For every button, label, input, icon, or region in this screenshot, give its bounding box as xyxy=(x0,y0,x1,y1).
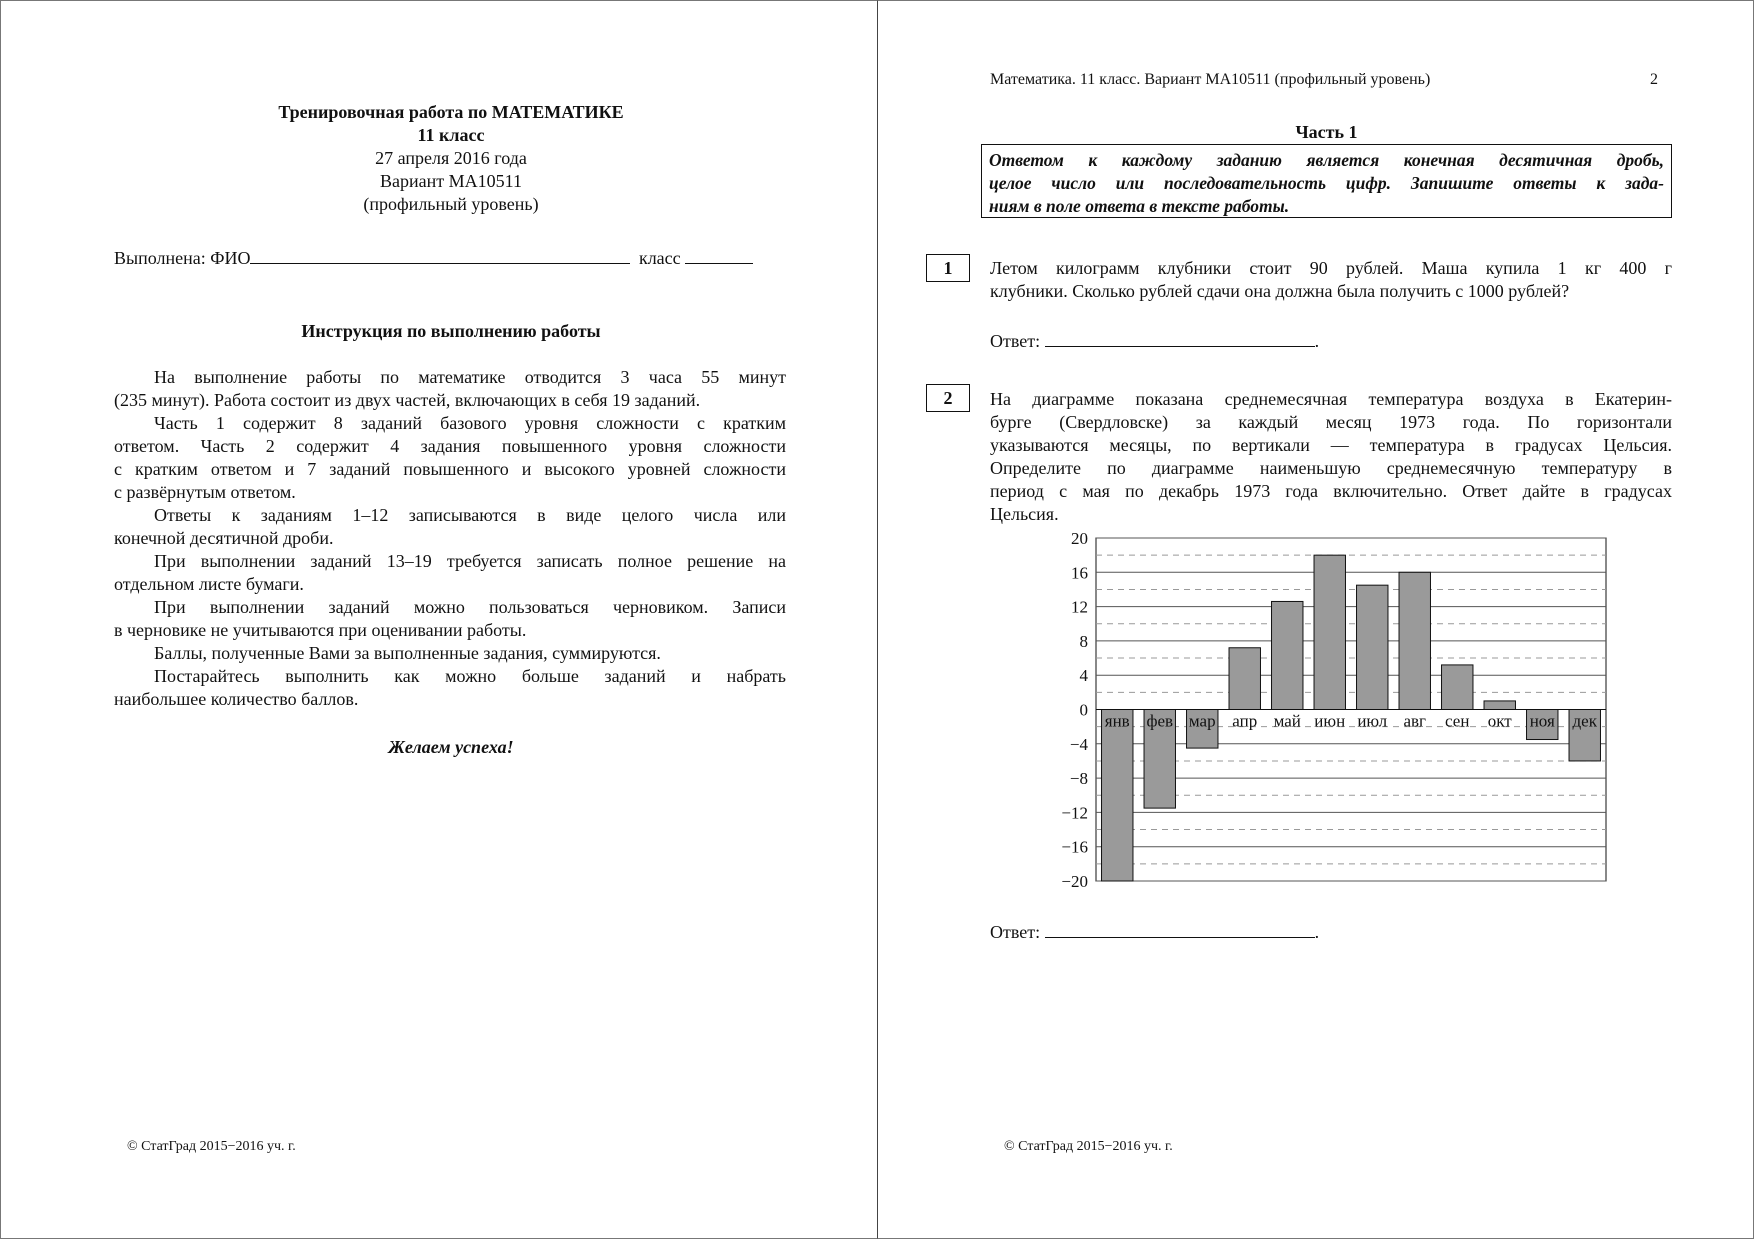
bar-май xyxy=(1272,601,1303,709)
task-2-line: бурге (Свердловске) за каждый месяц 1973 года. По горизонтали xyxy=(990,412,1672,432)
variant-label: Вариант МА10511 xyxy=(380,171,522,191)
instruction-line: ответом. Часть 2 содержит 4 задания повышенного уровня сложности xyxy=(114,436,786,456)
instruction-paragraph xyxy=(114,550,786,596)
y-tick-label: −4 xyxy=(1069,734,1088,754)
page-number: 2 xyxy=(1650,71,1658,88)
temperature-chart xyxy=(878,1,1754,1240)
x-tick-label: июл xyxy=(1357,711,1388,731)
answer-label: Ответ: xyxy=(990,331,1041,351)
y-tick-label: 12 xyxy=(1071,597,1088,617)
bar-июн xyxy=(1314,555,1345,709)
class-label: класс xyxy=(638,248,681,268)
part-instruction-line: ниям в поле ответа в тексте работы. xyxy=(989,196,1290,216)
wish-text: Желаем успеха! xyxy=(388,737,514,757)
right-footer: © СтатГрад 2015−2016 уч. г. xyxy=(1004,1139,1173,1154)
task-2-line: Цельсия. xyxy=(990,504,1059,524)
bar-окт xyxy=(1484,701,1515,710)
instruction-line: Ответы к заданиям 1–12 записываются в виде целого числа или xyxy=(154,505,786,525)
instruction-line: Часть 1 содержит 8 заданий базового уровня сложности с кратким xyxy=(154,413,786,433)
instructions-body xyxy=(114,366,786,711)
task-2-answer-row xyxy=(990,919,1319,944)
instruction-line: отдельном листе бумаги. xyxy=(114,574,304,594)
completed-by-label: Выполнена: ФИО xyxy=(114,248,251,268)
part-title: Часть 1 xyxy=(1295,122,1358,142)
instruction-line: Баллы, полученные Вами за выполненные задания, суммируются. xyxy=(154,643,661,663)
instruction-line: На выполнение работы по математике отводится 3 часа 55 минут xyxy=(154,367,786,387)
task-1-line: клубники. Сколько рублей сдачи она должна была получить с 1000 рублей? xyxy=(990,281,1570,301)
part-instruction-line: Ответом к каждому заданию является конечная десятичная дробь, xyxy=(989,150,1664,170)
x-tick-label: дек xyxy=(1572,711,1597,731)
instruction-line: При выполнении заданий можно пользоваться черновиком. Записи xyxy=(154,597,786,617)
x-tick-label: мар xyxy=(1188,711,1216,731)
x-tick-label: окт xyxy=(1487,711,1512,731)
task-2-line: период с мая по декабрь 1973 года включительно. Ответ дайте в градусах xyxy=(990,481,1672,501)
task-2-answer-field[interactable] xyxy=(1045,919,1315,938)
instructions-heading: Инструкция по выполнению работы xyxy=(301,321,601,341)
bar-сен xyxy=(1442,665,1473,710)
x-tick-label: авг xyxy=(1403,711,1427,731)
x-tick-label: апр xyxy=(1232,711,1258,731)
instruction-line: в черновике не учитываются при оценивании работы. xyxy=(114,620,527,640)
y-tick-label: 20 xyxy=(1071,529,1088,548)
y-tick-label: 16 xyxy=(1071,563,1088,583)
instruction-line: Постарайтесь выполнить как можно больше заданий и набрать xyxy=(154,666,786,686)
y-tick-label: 4 xyxy=(1079,666,1088,686)
instruction-paragraph xyxy=(114,366,786,412)
y-tick-label: 8 xyxy=(1079,631,1088,651)
x-tick-label: сен xyxy=(1445,711,1470,731)
class-field[interactable] xyxy=(685,245,753,264)
task-number-2: 2 xyxy=(926,384,970,412)
bar-июл xyxy=(1357,585,1388,709)
task-number-1: 1 xyxy=(926,254,970,282)
y-tick-label: −16 xyxy=(1061,837,1088,857)
task-1-line: Летом килограмм клубники стоит 90 рублей. Маша купила 1 кг 400 г xyxy=(990,258,1672,278)
instruction-paragraph xyxy=(114,596,786,642)
x-tick-label: янв xyxy=(1104,711,1130,731)
grade-label: 11 класс xyxy=(417,125,485,145)
answer-end: . xyxy=(1314,331,1320,351)
instruction-line: с кратким ответом и 7 заданий повышенного и высокого уровней сложности xyxy=(114,459,786,479)
task-2-line: Определите по диаграмме наименьшую среднемесячную температуру в xyxy=(990,458,1672,478)
y-tick-label: −12 xyxy=(1061,803,1088,823)
instruction-line: (235 минут). Работа состоит из двух частей, включающих в себя 19 заданий. xyxy=(114,390,701,410)
name-field[interactable] xyxy=(250,245,630,264)
instruction-line: с развёрнутым ответом. xyxy=(114,482,296,502)
completed-by-row xyxy=(114,245,794,270)
x-tick-label: фев xyxy=(1146,711,1174,731)
instruction-paragraph xyxy=(114,412,786,504)
y-tick-label: 0 xyxy=(1079,700,1088,720)
instruction-line: конечной десятичной дроби. xyxy=(114,528,334,548)
instruction-line: наибольшее количество баллов. xyxy=(114,689,359,709)
answer-label: Ответ: xyxy=(990,922,1041,942)
x-tick-label: июн xyxy=(1314,711,1346,731)
document-title: Тренировочная работа по МАТЕМАТИКЕ xyxy=(278,102,624,122)
date-label: 27 апреля 2016 года xyxy=(375,148,527,168)
bar-янв xyxy=(1102,710,1133,882)
instruction-line: При выполнении заданий 13–19 требуется записать полное решение на xyxy=(154,551,786,571)
x-tick-label: май xyxy=(1273,711,1301,731)
instruction-paragraph xyxy=(114,665,786,711)
y-tick-label: −8 xyxy=(1069,769,1088,789)
x-tick-label: ноя xyxy=(1529,711,1555,731)
y-tick-label: −20 xyxy=(1061,872,1088,891)
task-2-line: указываются месяцы, по вертикали — температура в градусах Цельсия. xyxy=(990,435,1672,455)
level-label: (профильный уровень) xyxy=(363,194,539,214)
answer-end: . xyxy=(1314,922,1320,942)
instruction-paragraph xyxy=(114,642,786,665)
bar-апр xyxy=(1229,648,1260,710)
instruction-paragraph xyxy=(114,504,786,550)
left-page xyxy=(0,0,877,1239)
right-page xyxy=(877,0,1754,1239)
left-footer: © СтатГрад 2015−2016 уч. г. xyxy=(127,1139,296,1154)
part-instruction-line: целое число или последовательность цифр. Запишите ответы к зада- xyxy=(989,173,1664,193)
running-header: Математика. 11 класс. Вариант МА10511 (профильный уровень) xyxy=(990,71,1431,88)
task-2-line: На диаграмме показана среднемесячная температура воздуха в Екатерин- xyxy=(990,389,1672,409)
bar-авг xyxy=(1399,572,1430,709)
